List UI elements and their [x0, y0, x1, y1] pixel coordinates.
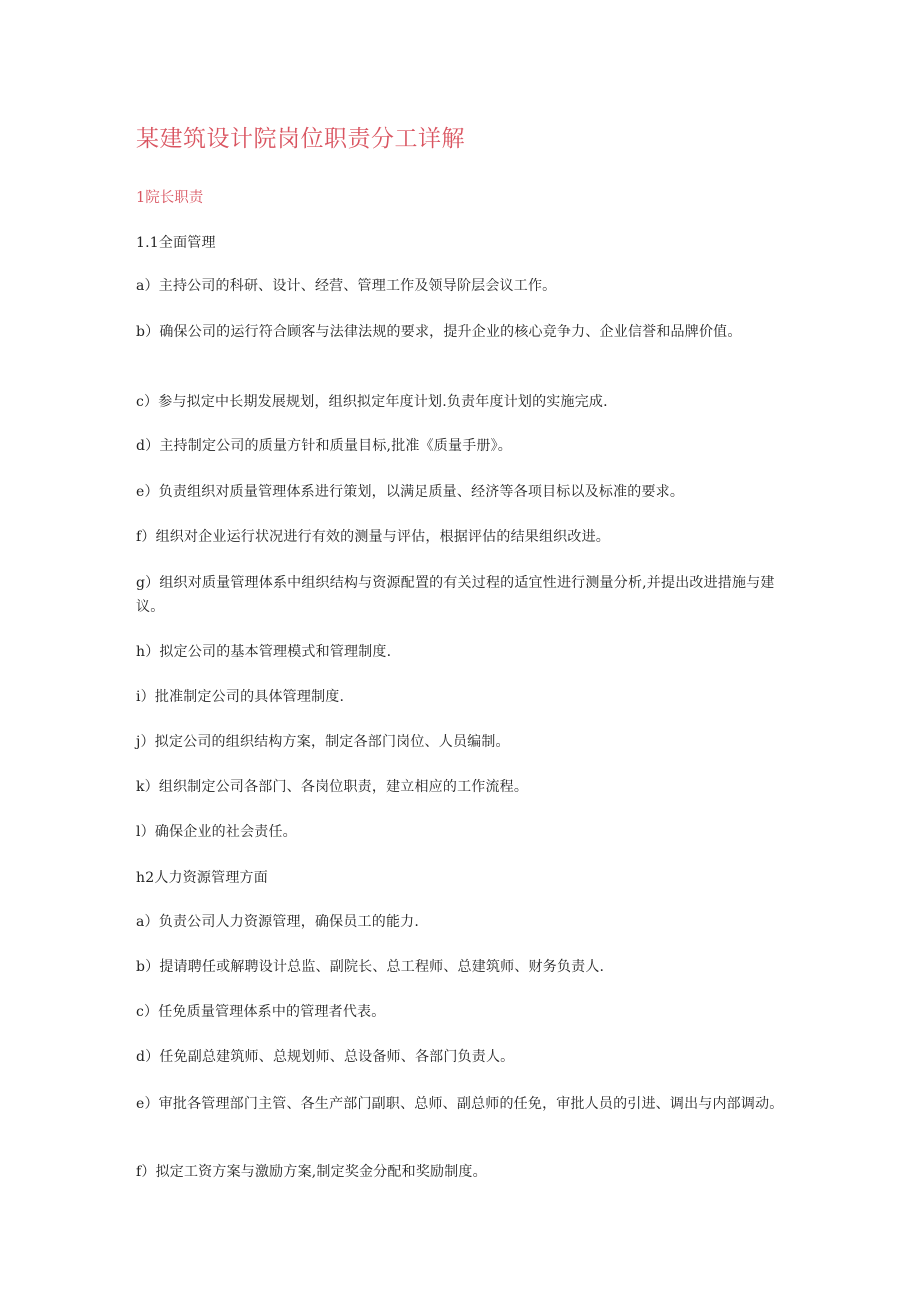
list-item: l）确保企业的社会责任。 [136, 824, 297, 840]
list-item: e）负责组织对质量管理体系进行策划，以满足质量、经济等各项目标以及标准的要求。 [136, 484, 685, 500]
list-item: c）参与拟定中长期发展规划，组织拟定年度计划.负责年度计划的实施完成. [136, 394, 608, 410]
list-item: k）组织制定公司各部门、各岗位职责，建立相应的工作流程。 [136, 779, 529, 795]
list-item: d）主持制定公司的质量方针和质量目标,批准《质量手册》。 [136, 438, 513, 454]
document-title: 某建筑设计院岗位职责分工详解 [136, 126, 465, 152]
section-heading-president-duties: 1院长职责 [136, 190, 204, 206]
list-item: c）任免质量管理体系中的管理者代表。 [136, 1004, 386, 1020]
list-item: b）确保公司的运行符合顾客与法律法规的要求，提升企业的核心竞争力、企业信誉和品牌价值。 [136, 324, 742, 340]
list-item: a）负责公司人力资源管理，确保员工的能力. [136, 914, 419, 930]
subsection-heading-hr-management: h2人力资源管理方面 [136, 870, 268, 886]
list-item: d）任免副总建筑师、总规划师、总设备师、各部门负责人。 [136, 1049, 515, 1065]
list-item: g）组织对质量管理体系中组织结构与资源配置的有关过程的适宜性进行测量分析,并提出改进措施与建议。 [136, 575, 775, 615]
subsection-heading-overall-management: 1.1全面管理 [136, 235, 216, 251]
list-item: h）拟定公司的基本管理模式和管理制度. [136, 644, 392, 660]
list-item: f）拟定工资方案与激励方案,制定奖金分配和奖励制度。 [136, 1164, 487, 1180]
list-item: i）批准制定公司的具体管理制度. [136, 689, 345, 705]
list-item: j）拟定公司的组织结构方案，制定各部门岗位、人员编制。 [136, 734, 510, 750]
list-item: b）提请聘任或解聘设计总监、副院长、总工程师、总建筑师、财务负责人. [136, 959, 605, 975]
list-item: a）主持公司的科研、设计、经营、管理工作及领导阶层会议工作。 [136, 278, 557, 294]
list-item: f）组织对企业运行状况进行有效的测量与评估，根据评估的结果组织改进。 [136, 529, 610, 545]
list-item: e）审批各管理部门主管、各生产部门副职、总师、副总师的任免，审批人员的引进、调出与内部调动。 [136, 1096, 784, 1112]
